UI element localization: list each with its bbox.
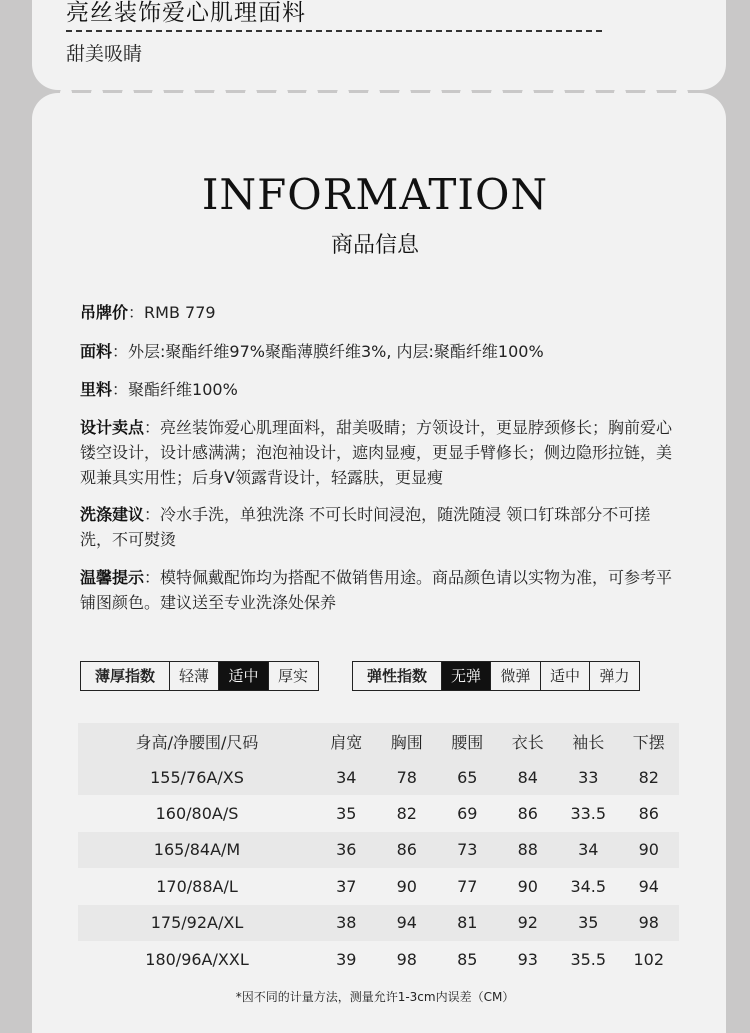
- spec-value: 模特佩戴配饰均为搭配不做销售用途。商品颜色请以实物为准，可参考平铺图颜色。建议送至专业洗涤处保养: [80, 568, 673, 612]
- table-cell: 175/92A/XL: [78, 905, 316, 941]
- spec-separator: ：: [128, 303, 145, 322]
- spec-value: 亮丝装饰爱心肌理面料，甜美吸睛；方领设计，更显脖颈修长；胸前爱心镂空设计，设计感满满；泡泡袖设计，遮肉显瘦，更显手臂修长；侧边隐形拉链，美观兼具实用性；后身V领露背设计，轻露肤，更显瘦: [80, 418, 673, 487]
- measurement-footnote: *因不同的计量方法，测量允许1-3cm内误差（CM）: [235, 990, 515, 1004]
- spec-separator: ：: [144, 568, 161, 587]
- table-cell: 86: [619, 795, 680, 831]
- column-header: 袖长: [558, 723, 619, 759]
- information-subheading: 商品信息: [330, 233, 419, 258]
- spec-item: [80, 300, 680, 325]
- table-cell: 92: [498, 905, 559, 941]
- spec-item: [80, 502, 680, 552]
- spec-key: 面料: [80, 342, 113, 361]
- spec-value: RMB 779: [144, 303, 216, 322]
- table-row: [78, 905, 679, 941]
- spec-item: [80, 377, 680, 402]
- column-header: 下摆: [619, 723, 680, 759]
- spec-key: 设计卖点: [80, 418, 145, 437]
- spec-item: [80, 339, 680, 364]
- table-cell: 82: [377, 795, 438, 831]
- table-cell: 84: [498, 759, 559, 795]
- table-cell: 34: [558, 832, 619, 868]
- table-cell: 90: [377, 868, 438, 904]
- table-header-row: [78, 723, 679, 759]
- table-cell: 86: [498, 795, 559, 831]
- spec-key: 里料: [80, 380, 113, 399]
- table-cell: 65: [437, 759, 498, 795]
- index-label: 弹性指数: [352, 661, 442, 691]
- index-option: 轻薄: [169, 661, 220, 691]
- table-cell: 165/84A/M: [78, 832, 316, 868]
- table-row: [78, 832, 679, 868]
- table-row: [78, 795, 679, 831]
- column-header: 腰围: [437, 723, 498, 759]
- table-cell: 78: [377, 759, 438, 795]
- product-feature-subtitle: 甜美吸睛: [66, 43, 143, 65]
- table-cell: 81: [437, 905, 498, 941]
- index-option: 弹力: [589, 661, 640, 691]
- table-cell: 90: [619, 832, 680, 868]
- column-header: 胸围: [377, 723, 438, 759]
- index-label: 薄厚指数: [80, 661, 170, 691]
- dashed-divider: [66, 30, 602, 32]
- column-header: 身高/净腰围/尺码: [78, 723, 316, 759]
- table-cell: 33.5: [558, 795, 619, 831]
- index-option: 适中: [540, 661, 591, 691]
- spec-separator: ：: [144, 505, 161, 524]
- thickness-index: [80, 661, 317, 692]
- table-cell: 85: [437, 941, 498, 977]
- table-cell: 155/76A/XS: [78, 759, 316, 795]
- table-cell: 35: [558, 905, 619, 941]
- table-cell: 90: [498, 868, 559, 904]
- spec-value: 冷水手洗，单独洗涤 不可长时间浸泡，随洗随浸 领口钉珠部分不可搓洗，不可熨烫: [80, 505, 651, 549]
- table-cell: 86: [377, 832, 438, 868]
- table-cell: 35: [316, 795, 377, 831]
- table-row: [78, 868, 679, 904]
- spec-key: 吊牌价: [80, 303, 129, 322]
- table-cell: 73: [437, 832, 498, 868]
- table-cell: 98: [619, 905, 680, 941]
- spec-key: 温馨提示: [80, 568, 145, 587]
- information-heading: INFORMATION: [201, 170, 549, 219]
- table-cell: 180/96A/XXL: [78, 941, 316, 977]
- index-option-selected: 适中: [218, 661, 269, 691]
- index-option: 微弹: [490, 661, 541, 691]
- product-feature-title: 亮丝装饰爱心肌理面料: [66, 0, 306, 26]
- table-cell: 88: [498, 832, 559, 868]
- elasticity-index: [352, 661, 639, 692]
- table-cell: 38: [316, 905, 377, 941]
- spec-separator: ：: [112, 342, 129, 361]
- table-cell: 98: [377, 941, 438, 977]
- table-cell: 94: [377, 905, 438, 941]
- spec-value: 聚酯纤维100%: [128, 380, 238, 399]
- column-header: 衣长: [498, 723, 559, 759]
- table-cell: 93: [498, 941, 559, 977]
- size-table: [78, 723, 679, 977]
- table-cell: 35.5: [558, 941, 619, 977]
- table-cell: 102: [619, 941, 680, 977]
- table-cell: 39: [316, 941, 377, 977]
- table-row: [78, 941, 679, 977]
- spec-key: 洗涤建议: [80, 505, 145, 524]
- table-cell: 36: [316, 832, 377, 868]
- spec-item: [80, 415, 680, 490]
- spec-value: 外层:聚酯纤维97%聚酯薄膜纤维3%, 内层:聚酯纤维100%: [128, 342, 544, 361]
- index-option-selected: 无弹: [441, 661, 492, 691]
- table-cell: 77: [437, 868, 498, 904]
- table-row: [78, 759, 679, 795]
- table-cell: 160/80A/S: [78, 795, 316, 831]
- spec-separator: ：: [112, 380, 129, 399]
- spec-separator: ：: [144, 418, 161, 437]
- table-cell: 34: [316, 759, 377, 795]
- table-cell: 37: [316, 868, 377, 904]
- table-cell: 69: [437, 795, 498, 831]
- table-cell: 170/88A/L: [78, 868, 316, 904]
- index-option: 厚实: [268, 661, 319, 691]
- table-cell: 82: [619, 759, 680, 795]
- table-cell: 33: [558, 759, 619, 795]
- table-cell: 34.5: [558, 868, 619, 904]
- spec-item: [80, 565, 680, 615]
- column-header: 肩宽: [316, 723, 377, 759]
- table-cell: 94: [619, 868, 680, 904]
